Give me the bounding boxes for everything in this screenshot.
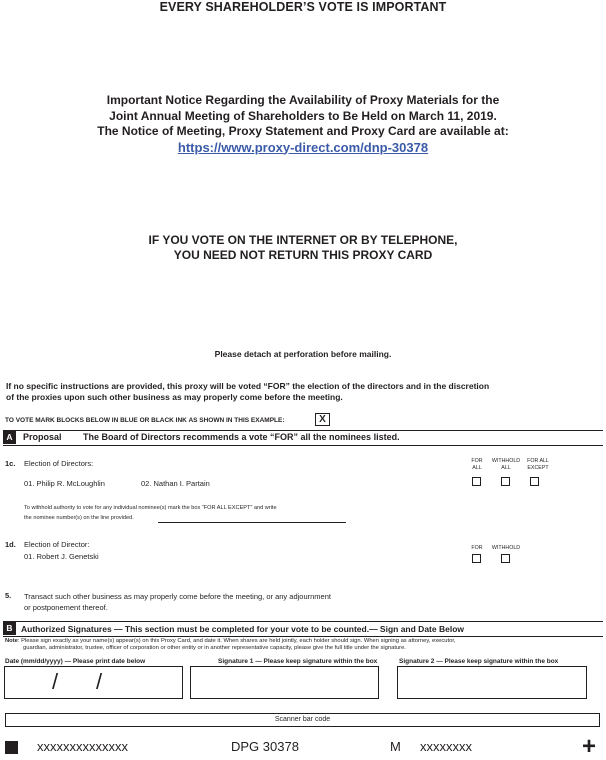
default-vote-line-1: If no specific instructions are provided, this proxy will be voted “FOR” the election of the directors and in the discretion [6, 381, 490, 391]
proposal-1c-number: 1c. [5, 459, 16, 468]
proposal-1c-title: Election of Directors: [24, 459, 94, 468]
notice-line-3: The Notice of Meeting, Proxy Statement and Proxy Card are available at: [97, 124, 509, 138]
registration-mark-square [5, 741, 18, 754]
checkbox-1d-withhold[interactable] [501, 554, 510, 563]
section-a-bottom-line [3, 445, 603, 446]
footer-code-3: M [390, 739, 401, 754]
default-vote-line-2: of the proxies upon such other business as may properly come before the meeting. [6, 392, 343, 402]
col-for-all-header: FOR ALL [471, 458, 483, 471]
section-b-badge: B [3, 622, 16, 635]
note-line-2: guardian, administrator, trustee, officer of corporation or other entity or in another representative capacity, please give the full title under the signature. [23, 645, 406, 651]
internet-vote-line-1: IF YOU VOTE ON THE INTERNET OR BY TELEPHONE, [148, 233, 458, 247]
col-for-header: FOR [471, 545, 483, 551]
section-b-bottom-line [3, 636, 603, 637]
nominee-1c-01: 01. Philip R. McLoughlin [24, 479, 105, 488]
section-a-badge: A [3, 431, 16, 444]
scanner-bar-code: Scanner bar code [5, 713, 600, 727]
checkbox-1c-for-all[interactable] [472, 477, 481, 486]
proposal-1d-number: 1d. [5, 540, 16, 549]
internet-vote-line-2: YOU NEED NOT RETURN THIS PROXY CARD [173, 248, 433, 262]
col-withhold-all-header: WITHHOLD ALL [491, 458, 521, 471]
nominee-1d-01: 01. Robert J. Genetski [24, 552, 99, 561]
section-a-label: Proposal [23, 432, 62, 442]
note-label: Note [5, 638, 18, 644]
withhold-note-line-2: the nominee number(s) on the line provided. [24, 515, 134, 521]
date-slash-1: / [52, 669, 59, 694]
signature-2-box[interactable] [397, 666, 587, 699]
proxy-notice [0, 93, 606, 156]
page-title: EVERY SHAREHOLDER’S VOTE IS IMPORTANT [159, 0, 447, 14]
signature-note [5, 638, 595, 652]
checkbox-1c-for-all-except[interactable] [530, 477, 539, 486]
signature-2-header: Signature 2 — Please keep signature within the box [399, 658, 559, 665]
note-line-1: : Please sign exactly as your name(s) appear(s) on this Proxy Card, and date it. When shares are held jointly, each holder should sign. When signing as attorney, executor, [17, 638, 456, 644]
notice-line-1: Important Notice Regarding the Availability of Proxy Materials for the [106, 93, 500, 107]
checkbox-1c-withhold-all[interactable] [501, 477, 510, 486]
col-withhold-header: WITHHOLD [491, 545, 521, 551]
proposal-1d-title: Election of Director: [24, 540, 90, 549]
proposal-5-number: 5. [5, 591, 12, 600]
footer-code-2: DPG 30378 [231, 739, 299, 754]
ink-instruction: TO VOTE MARK BLOCKS BELOW IN BLUE OR BLACK INK AS SHOWN IN THIS EXAMPLE: [5, 417, 285, 424]
registration-mark-plus: + [582, 733, 597, 760]
withhold-note-line-1: To withhold authority to vote for any individual nominee(s) mark the box “FOR ALL EXCEPT” and write [24, 505, 277, 511]
example-mark-box: X [315, 413, 330, 426]
nominee-1c-02: 02. Nathan I. Partain [141, 479, 210, 488]
footer-code-1: xxxxxxxxxxxxxx [37, 739, 128, 754]
proxy-url-link[interactable]: https://www.proxy-direct.com/dnp-30378 [177, 139, 429, 155]
section-a-divider [3, 430, 603, 431]
section-b-title: Authorized Signatures — This section must be completed for your vote to be counted.— Sign and Date Below [21, 624, 464, 634]
checkbox-1d-for[interactable] [472, 554, 481, 563]
nominee-number-write-line[interactable] [158, 522, 346, 523]
proposal-5-text: Transact such other business as may properly come before the meeting, or any adjournment or postponement thereof. [24, 592, 331, 612]
internet-vote-notice [0, 233, 606, 263]
signature-1-header: Signature 1 — Please keep signature within the box [218, 658, 378, 665]
date-slash-2: / [96, 669, 103, 694]
section-a-recommendation: The Board of Directors recommends a vote “FOR” all the nominees listed. [83, 432, 400, 442]
detach-instruction: Please detach at perforation before mailing. [214, 349, 392, 359]
footer-code-4: xxxxxxxx [420, 739, 472, 754]
col-for-all-except-header: FOR ALL EXCEPT [527, 458, 549, 471]
date-box-header: Date (mm/dd/yyyy) — Please print date below [5, 658, 146, 665]
section-b-divider [3, 621, 603, 622]
date-input-box[interactable] [4, 666, 183, 699]
signature-1-box[interactable] [190, 666, 379, 699]
default-vote-statement [6, 381, 526, 403]
notice-line-2: Joint Annual Meeting of Shareholders to Be Held on March 11, 2019. [109, 108, 497, 123]
